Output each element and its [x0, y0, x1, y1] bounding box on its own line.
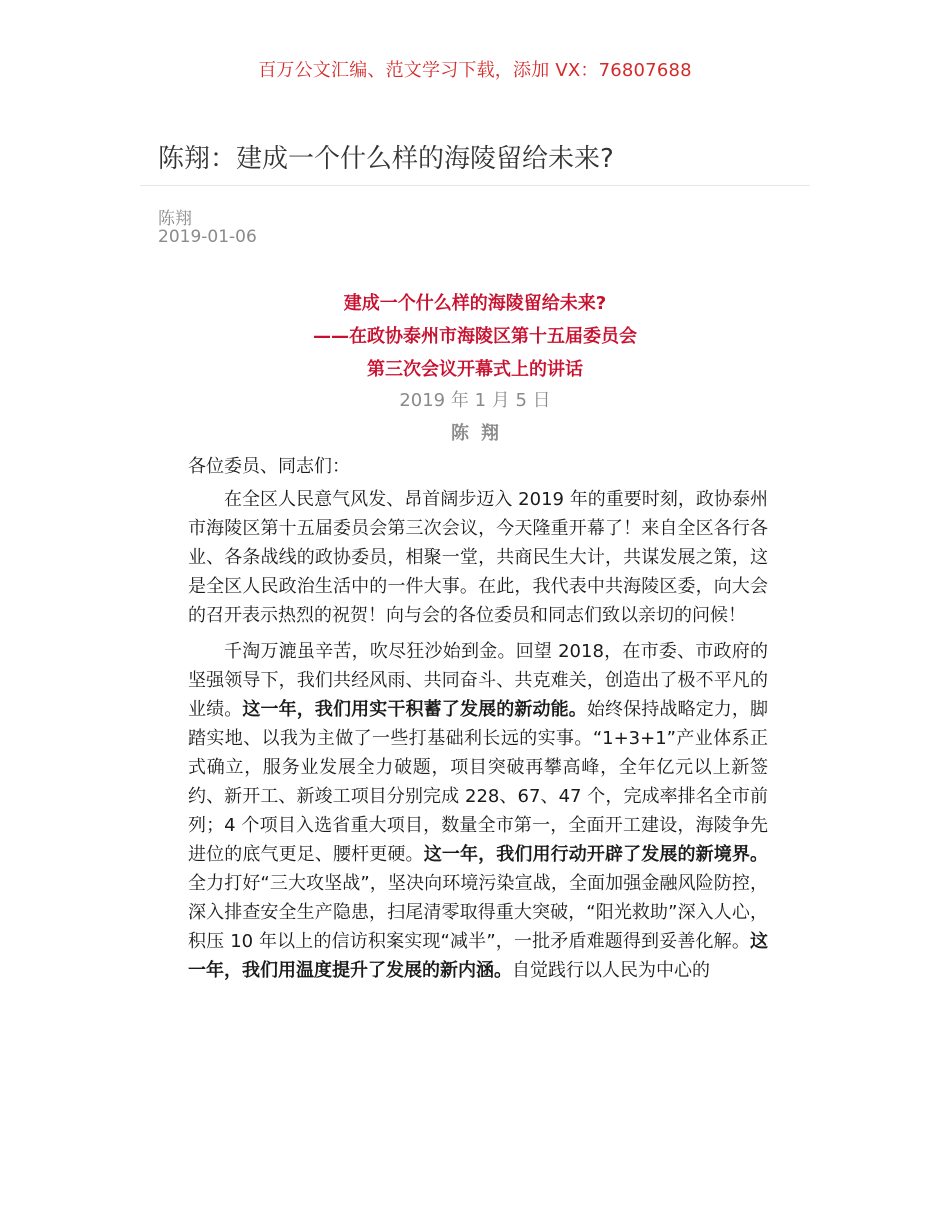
highlight-new-connotation: 这一年，我们用温度提升了发展的新内涵。 — [188, 931, 768, 981]
paragraph-1: 在全区人民意气风发、昂首阔步迈入 2019 年的重要时刻，政协泰州市海陵区第十五届委员会第三次会议，今天隆重开幕了！来自全区各行各业、各条战线的政协委员，相聚一堂，共商民生大计，共谋发展之策，这是全区人民政治生活中的一件大事。在此，我代表中共海陵区委，向大会的召开表示热烈的祝贺！向与会的各位委员和同志们致以亲切的问候！ — [188, 489, 768, 626]
paragraph-2-connotation-detail: 自觉践行以人民为中心的 — [512, 960, 710, 981]
speech-speaker: 陈翔 — [451, 423, 511, 444]
paragraph-2-momentum-detail: 始终保持战略定力，脚踏实地、以我为主做了一些打基础利长远的实事。“1+3+1”产业体系正式确立，服务业发展全力破题，项目突破再攀高峰，全年亿元以上新签约、新开工、新竣工项目分别完成 228、67、47 个，完成率排名全市前列；4 个项目入选省重大项目，数量全市第一，全面开工建设，海陵争先进位的底气更足、腰杆更硬。 — [188, 699, 769, 865]
speech-heading — [0, 287, 950, 451]
title-divider — [140, 185, 810, 186]
article-title: 陈翔：建成一个什么样的海陵留给未来? — [158, 144, 614, 174]
paragraph-2 — [188, 637, 768, 985]
article-date: 2019-01-06 — [158, 227, 257, 247]
salutation: 各位委员、同志们： — [188, 456, 350, 477]
speech-body — [188, 452, 768, 992]
speech-title-line-3: 第三次会议开幕式上的讲话 — [367, 359, 583, 380]
speech-date: 2019 年 1 月 5 日 — [399, 390, 551, 411]
highlight-new-realm: 这一年，我们用行动开辟了发展的新境界。 — [423, 844, 769, 865]
article-author: 陈翔 — [158, 209, 192, 229]
download-banner: 百万公文汇编、范文学习下载，添加 VX：76807688 — [258, 60, 692, 81]
speech-title-line-1: 建成一个什么样的海陵留给未来? — [343, 293, 607, 314]
paragraph-2-intro: 千淘万漉虽辛苦，吹尽狂沙始到金。回望 2018，在市委、市政府的坚强领导下，我们共经风雨、共同奋斗、共克难关，创造出了极不平凡的业绩。 — [188, 641, 768, 720]
paragraph-2-realm-detail: 全力打好“三大攻坚战”，坚决向环境污染宣战，全面加强金融风险防控，深入排查安全生产隐患，扫尾清零取得重大突破，“阳光救助”深入人心，积压 10 年以上的信访积案实现“减半”，一批矛盾难题得到妥善化解。 — [188, 873, 768, 952]
speech-title-line-2: ——在政协泰州市海陵区第十五届委员会 — [313, 326, 637, 347]
highlight-new-momentum: 这一年，我们用实干积蓄了发展的新动能。 — [242, 699, 587, 720]
